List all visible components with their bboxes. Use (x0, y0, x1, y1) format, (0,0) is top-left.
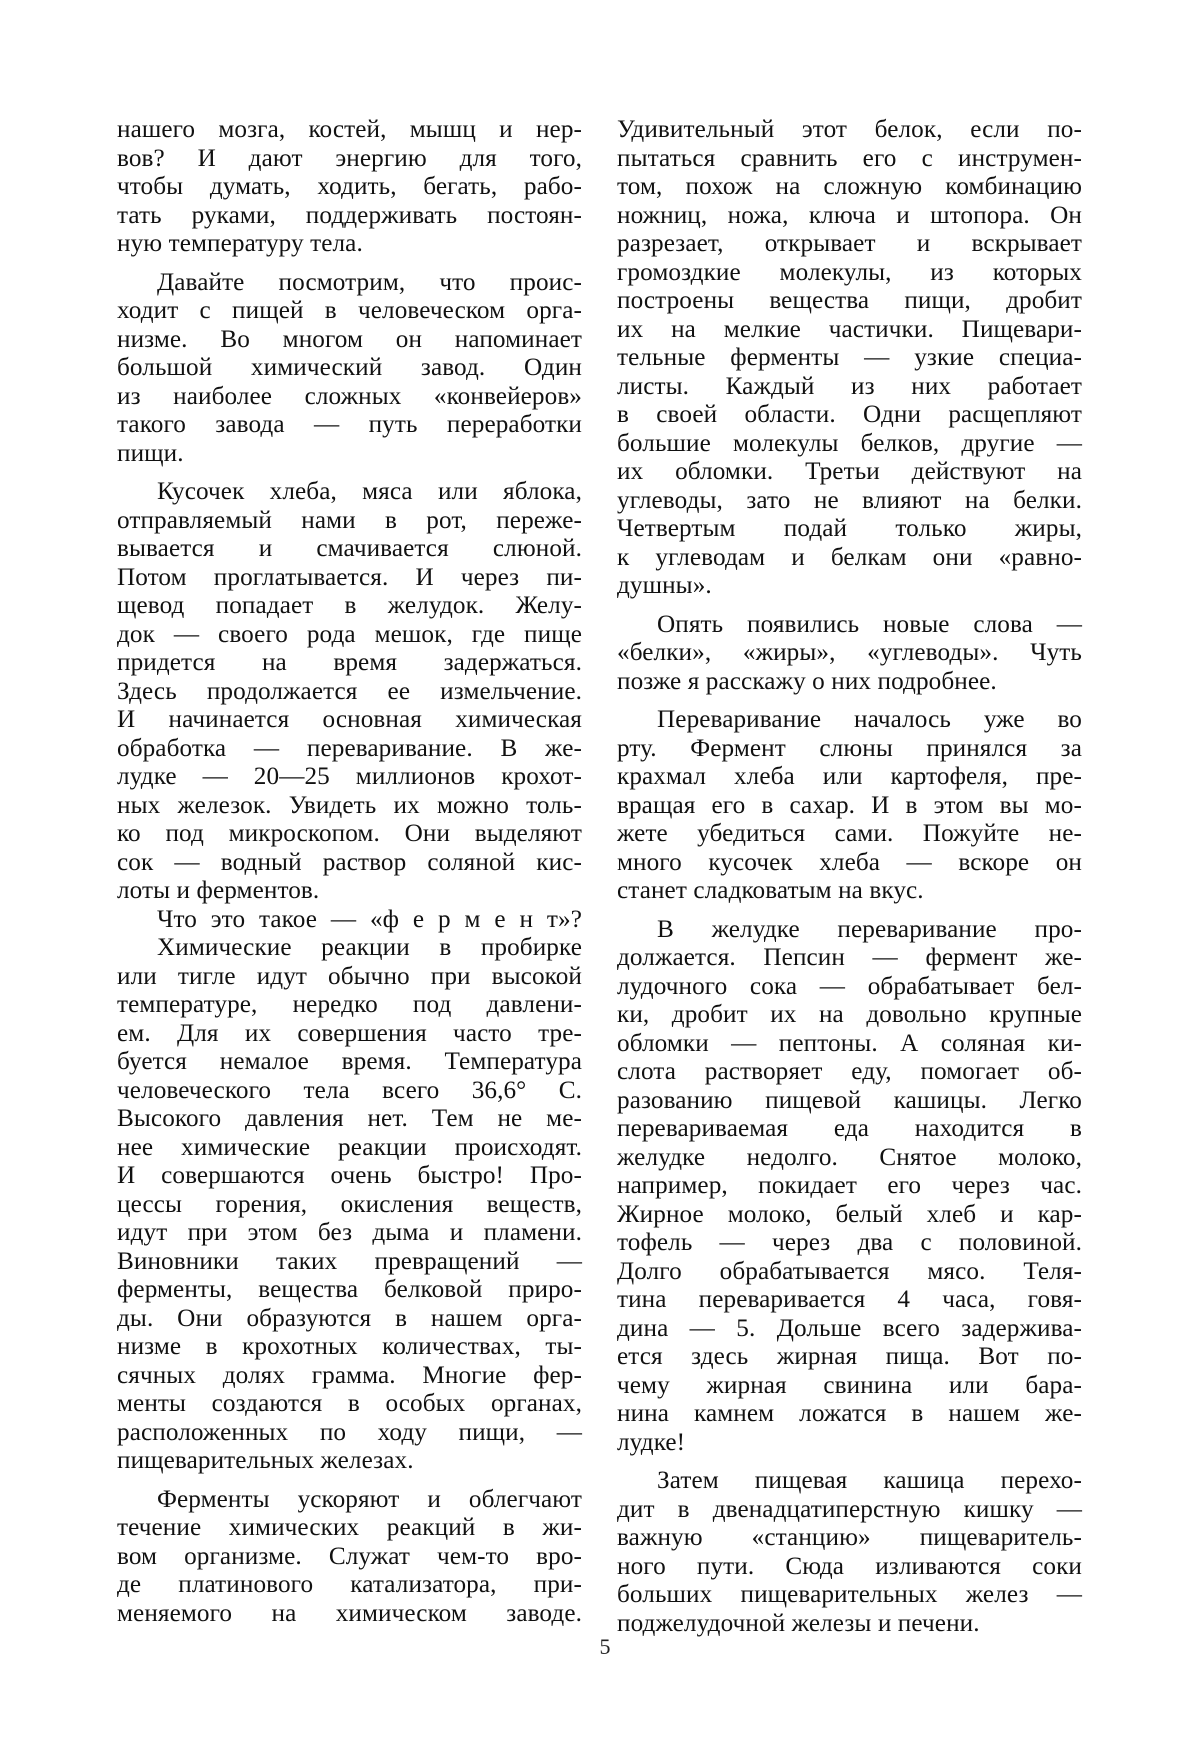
text-line: док — своего рода мешок, где пище (117, 620, 582, 648)
text-line: дина — 5. Дольше всего задержива- (617, 1314, 1082, 1342)
text-line: том, похож на сложную комбинацию (617, 173, 1082, 200)
text-line: разованию пищевой кашицы. Легко (617, 1086, 1082, 1114)
text-line: пищи. (117, 439, 184, 467)
text-line: придется на время задержаться. (117, 649, 582, 676)
text-line: сячных долях грамма. Многие фер- (117, 1361, 582, 1389)
text-line: ходит с пищей в человеческом орга- (117, 297, 582, 324)
text-line: станет сладковатым на вкус. (617, 877, 924, 904)
text-line: вывается и смачивается слюной. (117, 535, 582, 562)
text-line: жете убедиться сами. Пожуйте не- (617, 820, 1082, 847)
text-line: рту. Фермент слюны принялся за (617, 734, 1082, 762)
text-line: тать руками, поддерживать постоян- (117, 201, 582, 229)
text-line: поджелудочной железы и печени. (617, 1609, 980, 1637)
text-line: Химические реакции в пробирке (157, 934, 582, 961)
text-line: тофель — через два с половиной. (617, 1229, 1082, 1256)
text-line: дит в двенадцатиперстную кишку — (617, 1495, 1082, 1523)
text-line: Ферменты ускоряют и облегчают (157, 1485, 582, 1513)
text-line: температуре, нередко под давлени- (117, 991, 582, 1018)
text-line: цессы горения, окисления веществ, (117, 1190, 582, 1218)
text-line: нина камнем ложатся в нашем же- (617, 1400, 1082, 1427)
text-line: тельные ферменты — узкие специа- (617, 344, 1082, 371)
text-line: должается. Пепсин — фермент же- (617, 944, 1082, 971)
text-line: ко под микроскопом. Они выделяют (117, 820, 582, 847)
text-line: громоздкие молекулы, из которых (617, 258, 1082, 286)
text-line: низме в крохотных количествах, ты- (117, 1333, 582, 1360)
text-line: человеческого тела всего 36,6° С. (117, 1076, 582, 1104)
text-line: сок — водный раствор соляной кис- (117, 848, 582, 876)
text-line: течение химических реакций в жи- (117, 1514, 582, 1541)
text-line: позже я расскажу о них подробнее. (617, 667, 997, 695)
text-line: ножниц, ножа, ключа и штопора. Он (617, 201, 1082, 229)
text-line: менты создаются в особых органах, (117, 1390, 582, 1417)
text-line: тина переваривается 4 часа, говя- (617, 1286, 1082, 1313)
text-line: чему жирная свинина или бара- (617, 1371, 1082, 1399)
text-line: ную температуру тела. (117, 230, 363, 257)
text-line: желудке недолго. Снятое молоко, (617, 1143, 1082, 1171)
text-line: буется немалое время. Температура (117, 1048, 582, 1075)
text-line: их на мелкие частички. Пищевари- (617, 315, 1082, 343)
text-line: душны». (617, 572, 712, 599)
page-number: 5 (599, 1634, 611, 1659)
text-line: вращая его в сахар. И в этом вы мо- (617, 791, 1082, 819)
text-line: нашего мозга, костей, мышц и нер- (117, 116, 582, 143)
text-line: лоты и ферментов. (117, 877, 320, 904)
text-line: Высокого давления нет. Тем не ме- (117, 1105, 582, 1132)
text-line: большие молекулы белков, другие — (617, 429, 1082, 457)
text-line: ферменты, вещества белковой приро- (117, 1276, 582, 1303)
text-line: Долго обрабатывается мясо. Теля- (617, 1257, 1082, 1285)
text-line: обработка — переваривание. В же- (117, 734, 582, 762)
text-line: пытаться сравнить его с инструмен- (617, 144, 1082, 172)
text-line: ды. Они образуются в нашем орга- (117, 1304, 582, 1332)
text-line: Жирное молоко, белый хлеб и кар- (617, 1200, 1082, 1228)
text-line: Давайте посмотрим, что проис- (157, 268, 582, 296)
text-line: пищеварительных железах. (117, 1447, 414, 1474)
text-line: меняемого на химическом заводе. (117, 1599, 582, 1627)
text-line: Затем пищевая кашица перехо- (657, 1467, 1082, 1494)
text-line: ного пути. Сюда изливаются соки (617, 1552, 1082, 1580)
text-line: Удивительный этот белок, если по- (617, 116, 1082, 143)
text-line: такого завода — путь переработки (117, 411, 582, 438)
text-line: к углеводам и белкам они «равно- (617, 543, 1082, 571)
text-line: Потом проглатывается. И через пи- (117, 563, 582, 591)
text-line: нее химические реакции происходят. (117, 1133, 582, 1161)
text-line: лудочного сока — обрабатывает бел- (617, 972, 1082, 1000)
text-line: Опять появились новые слова — (657, 610, 1082, 638)
text-line: щевод попадает в желудок. Желу- (117, 592, 582, 619)
text-line: де платинового катализатора, при- (117, 1571, 582, 1598)
text-line: вом организме. Служат чем-то вро- (117, 1542, 582, 1570)
text-line: их обломки. Третьи действуют на (617, 458, 1082, 485)
text-line: И совершаются очень быстро! Про- (117, 1162, 582, 1189)
text-line: листы. Каждый из них работает (617, 372, 1082, 400)
text-line: отправляемый нами в рот, переже- (117, 506, 582, 534)
text-line: лудке — 20—25 миллионов крохот- (117, 763, 582, 790)
text-line: Четвертым подай только жиры, (617, 515, 1082, 542)
text-line: из наиболее сложных «конвейеров» (117, 382, 582, 410)
text-line: вов? И дают энергию для того, (117, 144, 582, 172)
text-line: И начинается основная химическая (117, 706, 582, 733)
text-line: Виновники таких превращений — (117, 1247, 582, 1275)
text-line: ных железок. Увидеть их можно толь- (117, 791, 582, 819)
text-line: важную «станцию» пищеваритель- (617, 1524, 1082, 1551)
text-line: слота растворяет еду, помогает об- (617, 1058, 1082, 1085)
text-line: низме. Во многом он напоминает (117, 325, 582, 353)
text-line: В желудке переваривание про- (657, 915, 1082, 943)
text-line: построены вещества пищи, дробит (617, 287, 1082, 314)
right-text-column (617, 116, 1082, 1638)
text-line: Что это такое — «ф е р м е н т»? (157, 905, 582, 933)
text-line: углеводы, зато не влияют на белки. (617, 486, 1082, 514)
left-text-column (117, 116, 582, 1628)
text-line: ем. Для их совершения часто тре- (117, 1019, 582, 1047)
text-line: перевариваемая еда находится в (617, 1115, 1082, 1142)
text-line: Кусочек хлеба, мяса или яблока, (157, 478, 582, 505)
text-line: идут при этом без дыма и пламени. (117, 1219, 582, 1246)
text-line: разрезает, открывает и вскрывает (617, 230, 1082, 257)
text-line: обломки — пептоны. А соляная ки- (617, 1029, 1082, 1057)
text-line: «белки», «жиры», «углеводы». Чуть (617, 639, 1082, 666)
text-line: ки, дробит их на довольно крупные (617, 1001, 1082, 1028)
text-line: Здесь продолжается ее измельчение. (117, 677, 582, 705)
text-line: Переваривание началось уже во (657, 706, 1082, 733)
text-line: чтобы думать, ходить, бегать, рабо- (117, 173, 582, 200)
text-line: в своей области. Одни расщепляют (617, 401, 1082, 428)
text-line: крахмал хлеба или картофеля, пре- (617, 763, 1082, 790)
text-line: больших пищеварительных желез — (617, 1581, 1082, 1608)
text-line: ется здесь жирная пища. Вот по- (617, 1343, 1082, 1370)
text-line: или тигле идут обычно при высокой (117, 962, 582, 990)
text-line: расположенных по ходу пищи, — (117, 1418, 582, 1446)
text-line: большой химический завод. Один (117, 354, 582, 381)
text-line: например, покидает его через час. (617, 1172, 1082, 1199)
text-line: лудке! (617, 1428, 686, 1456)
text-line: много кусочек хлеба — вскоре он (617, 848, 1082, 876)
